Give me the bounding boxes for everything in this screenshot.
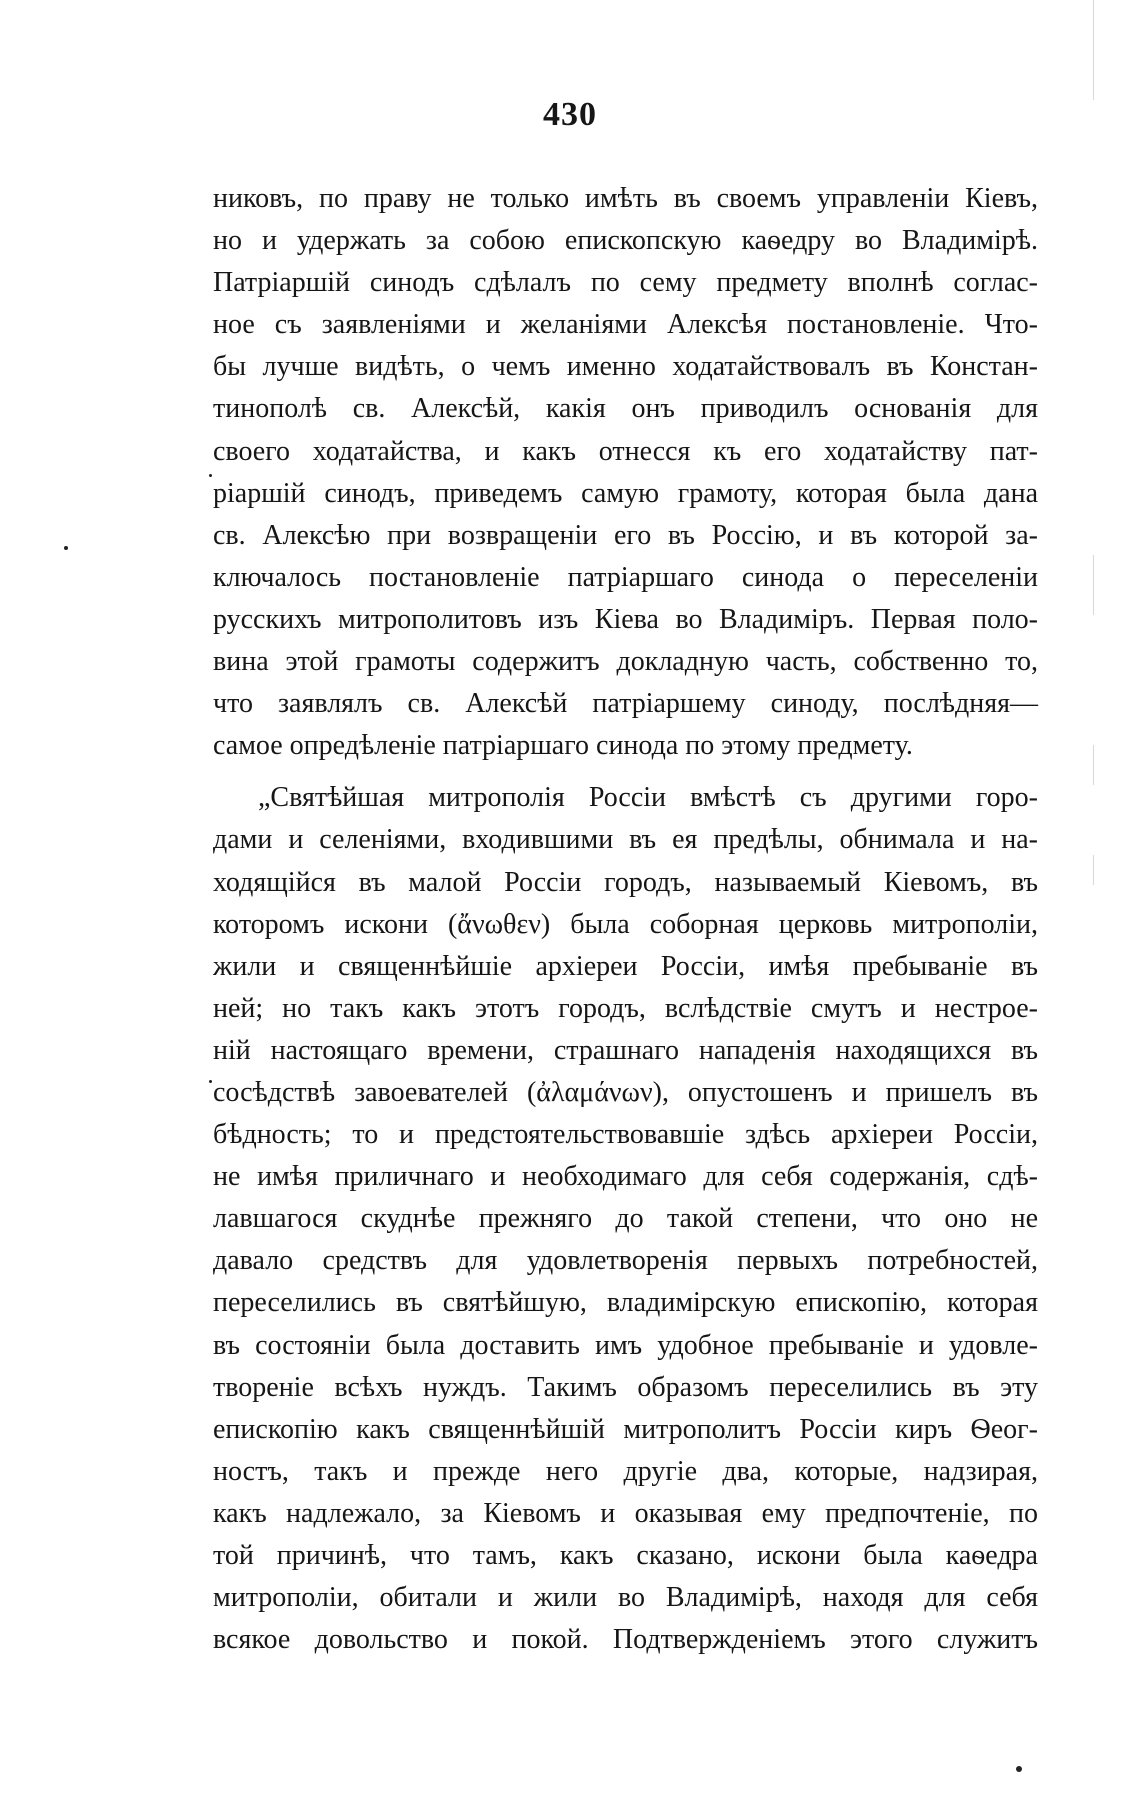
text-line: той причинѣ, что тамъ, какъ сказано, искони была каѳедра [213, 1540, 1038, 1571]
text-line: самое опредѣленіе патріаршаго синода по этому предмету. [213, 730, 913, 762]
text-line: ностъ, такъ и прежде него другіе два, которые, надзирая, [213, 1455, 1038, 1487]
text-line: твореніе всѣхъ нуждъ. Такимъ образомъ переселились въ эту [213, 1371, 1038, 1403]
text-line: ней; но такъ какъ этотъ городъ, вслѣдствіе смутъ и нестрое- [213, 992, 1038, 1024]
scan-edge-mark [1093, 0, 1094, 100]
text-line: ріаршій синодъ, приведемъ самую грамоту, которая была дана [213, 477, 1038, 509]
text-line: всякое довольство и покой. Подтвержденіемъ этого служитъ [213, 1624, 1038, 1656]
paragraph-1 [213, 178, 1038, 767]
text-line: ключалось постановленіе патріаршаго синода о переселеніи [213, 561, 1038, 593]
text-line: никовъ, по праву не только имѣть въ своемъ управленіи Кіевъ, [213, 183, 1038, 214]
text-line: русскихъ митрополитовъ изъ Кіева во Владиміръ. Первая поло- [213, 603, 1038, 635]
text-line: св. Алексѣю при возвращеніи его въ Россію, и въ которой за- [213, 519, 1038, 551]
text-line: „Святѣйшая митрополія Россіи вмѣстѣ съ другими горо- [258, 782, 1038, 814]
text-line: переселились въ святѣйшую, владимірскую епископію, которая [213, 1287, 1038, 1319]
text-line: лавшагося скуднѣе прежняго до такой степени, что оно не [213, 1203, 1038, 1235]
text-line: давало средствъ для удовлетворенія первыхъ потребностей, [213, 1245, 1038, 1277]
text-line: что заявлялъ св. Алексѣй патріаршему синоду, послѣдняя— [213, 688, 1038, 720]
text-line: какъ надлежало, за Кіевомъ и оказывая ему предпочтеніе, по [213, 1497, 1038, 1529]
text-line: не имѣя приличнаго и необходимаго для себя содержанія, сдѣ- [213, 1161, 1038, 1193]
text-line: ходящійся въ малой Россіи городъ, называемый Кіевомъ, въ [213, 866, 1038, 898]
text-line: своего ходатайства, и какъ отнесся къ его ходатайству пат- [213, 435, 1038, 467]
text-line: Патріаршій синодъ сдѣлалъ по сему предмету вполнѣ соглас- [213, 267, 1038, 299]
text-line: но и удержать за собою епископскую каѳедру во Владимірѣ. [213, 225, 1038, 257]
scan-speck [209, 474, 212, 477]
text-line: въ состояніи была доставить имъ удобное пребываніе и удовле- [213, 1329, 1038, 1361]
text-line: тинополѣ св. Алексѣй, какія онъ приводилъ основанія для [213, 393, 1038, 425]
text-line: ній настоящаго времени, страшнаго нападенія находящихся въ [213, 1034, 1038, 1066]
scan-speck [1016, 1766, 1022, 1772]
text-line: епископію какъ священнѣйшій митрополитъ Россіи киръ Ѳеог- [213, 1413, 1038, 1445]
text-line: бѣдность; то и предстоятельствовавшіе здѣсь архіереи Россіи, [213, 1119, 1038, 1151]
text-line: митрополіи, обитали и жили во Владимірѣ, находя для себя [213, 1582, 1038, 1614]
text-line: ное съ заявленіями и желаніями Алексѣя постановленіе. Что- [213, 309, 1038, 341]
page-number: 430 [543, 96, 597, 133]
text-line: сосѣдствѣ завоевателей (ἀλαμάνων), опустошенъ и пришелъ въ [213, 1076, 1038, 1108]
body-text [213, 178, 1038, 1661]
text-line: которомъ искони (ἄνωθεν) была соборная церковь митрополіи, [213, 908, 1038, 940]
scan-edge-mark [1093, 855, 1094, 885]
text-line: вина этой грамоты содержитъ докладную часть, собственно то, [213, 646, 1038, 678]
scan-edge-mark [1093, 745, 1094, 785]
text-line: жили и священнѣйшіе архіереи Россіи, имѣя пребываніе въ [213, 950, 1038, 982]
scan-speck [209, 1080, 212, 1083]
scan-speck [64, 546, 68, 550]
paragraph-2 [213, 777, 1038, 1661]
scan-edge-mark [1093, 555, 1094, 615]
text-line: бы лучше видѣть, о чемъ именно ходатайствовалъ въ Констан- [213, 351, 1038, 383]
text-line: дами и селеніями, входившими въ ея предѣлы, обнимала и на- [213, 824, 1038, 856]
